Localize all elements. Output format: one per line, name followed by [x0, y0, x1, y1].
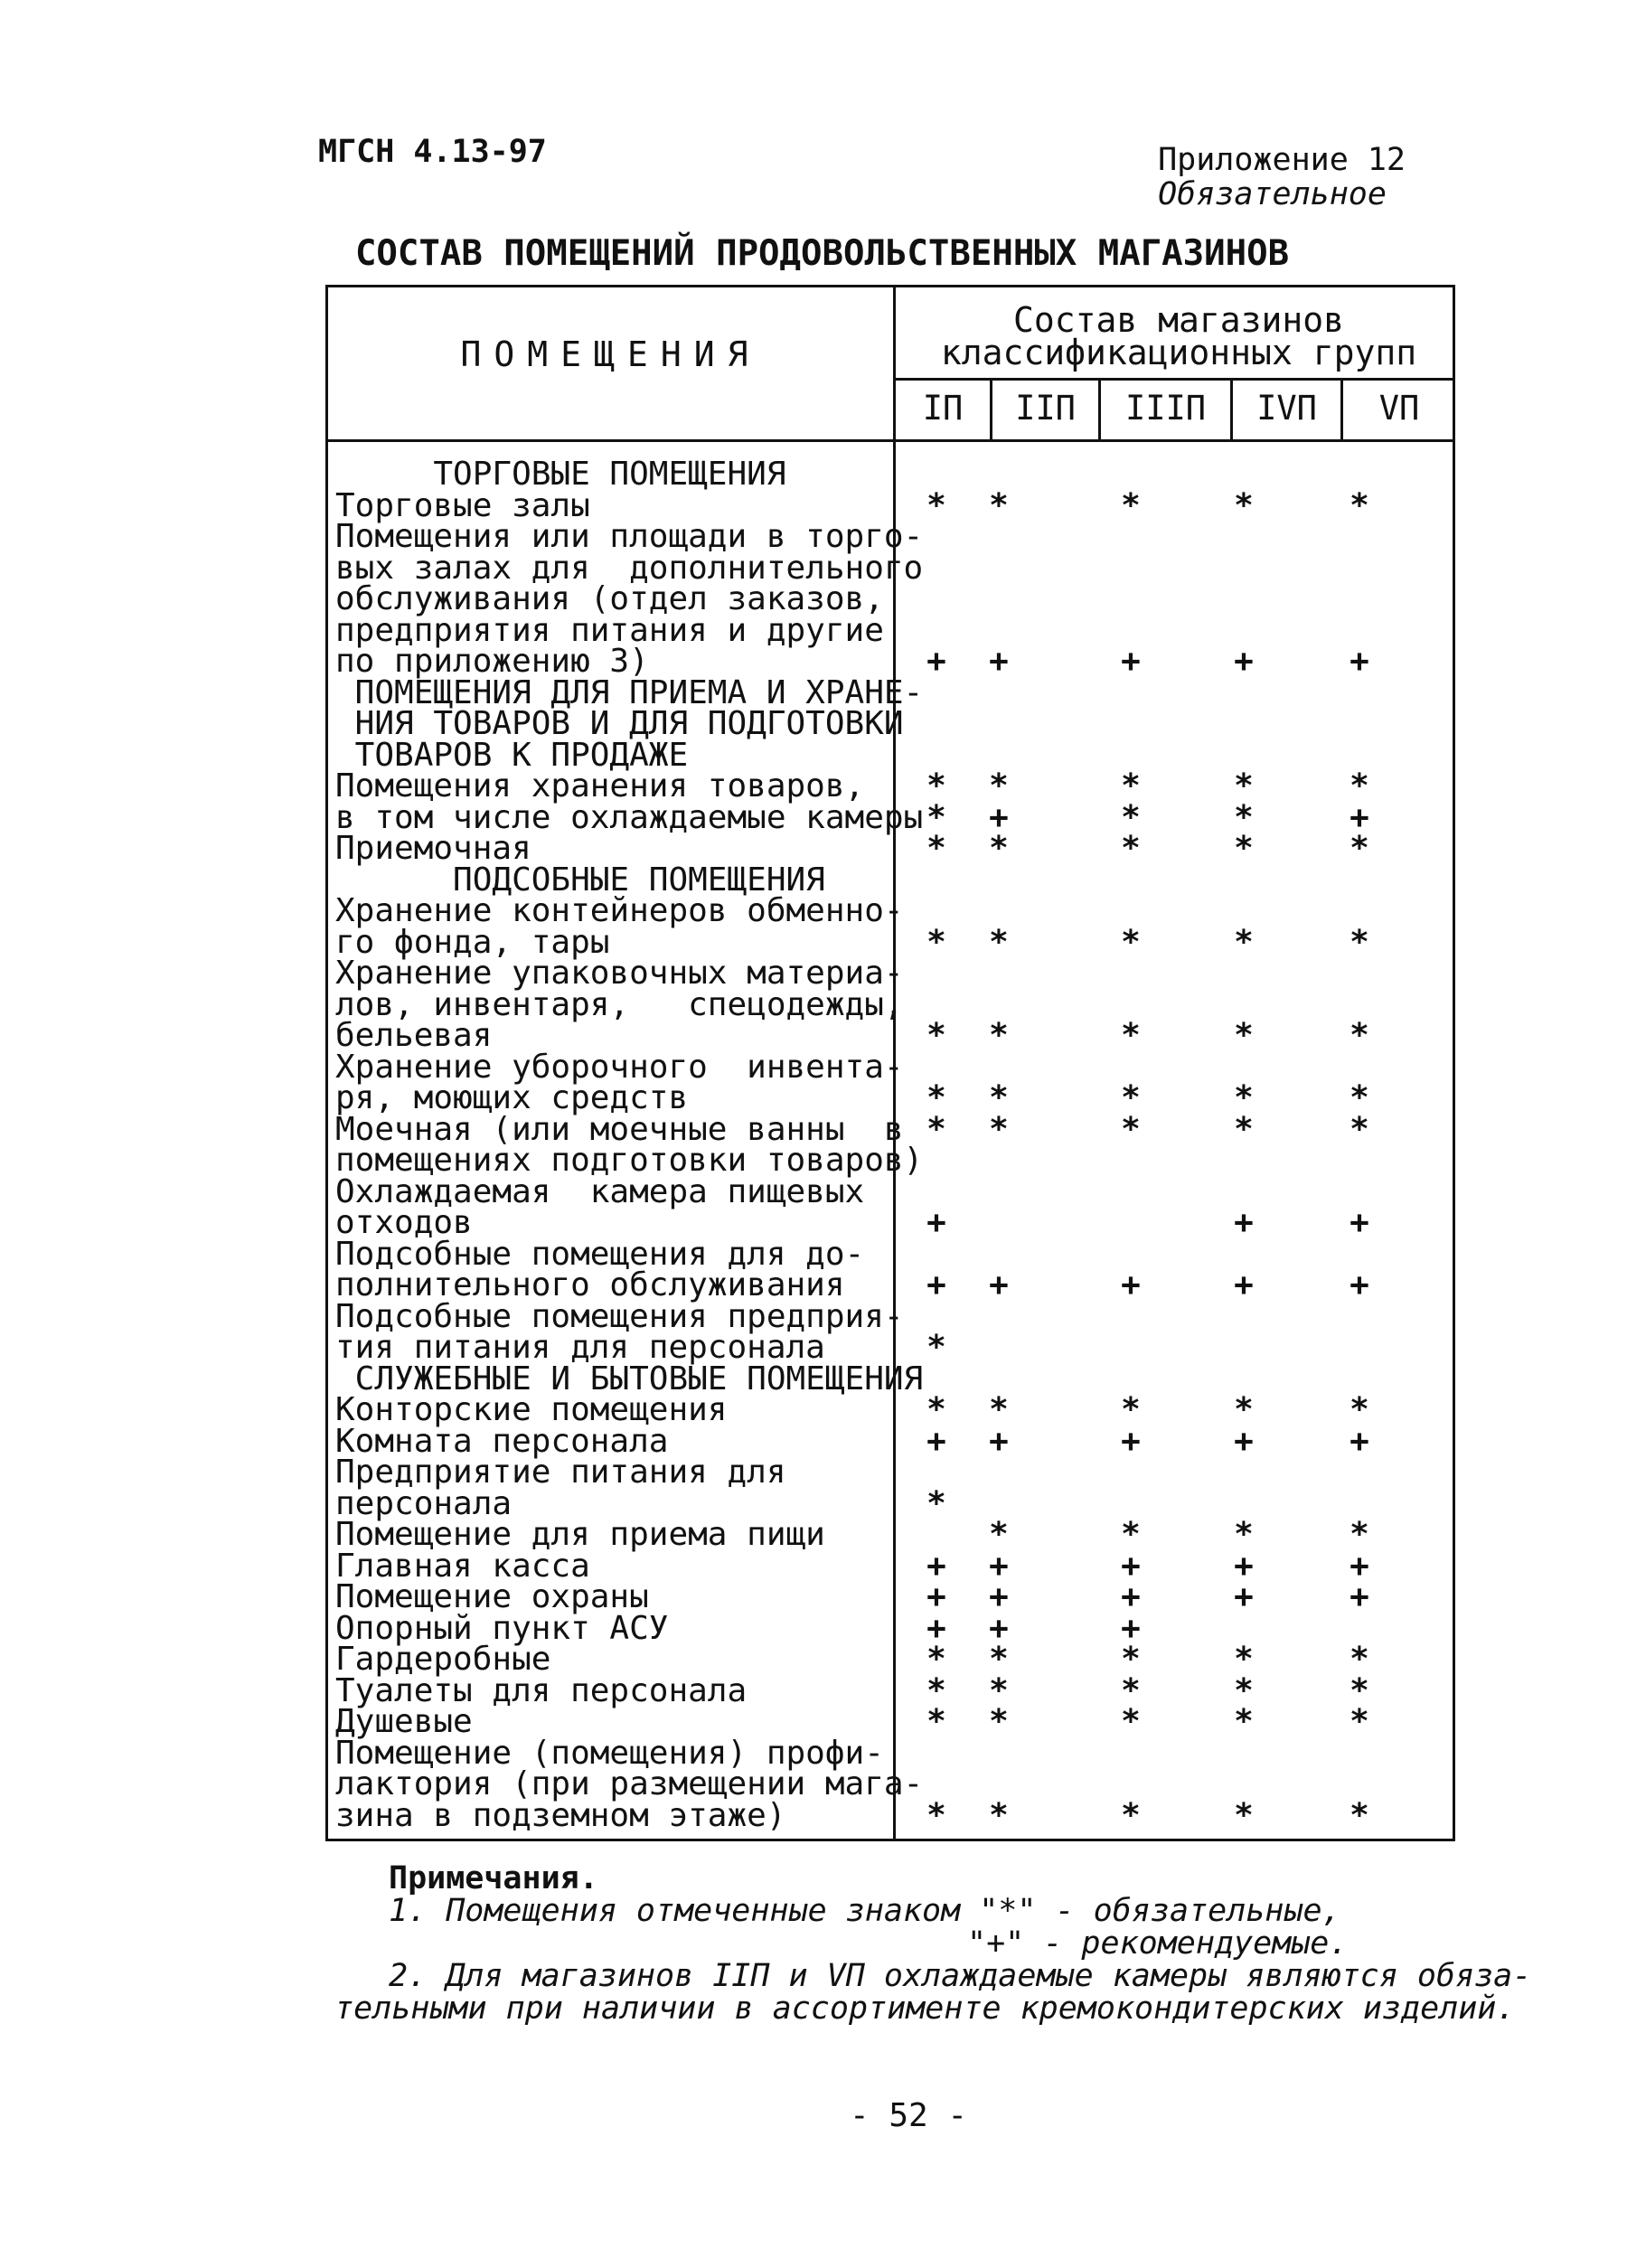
table-row: [335, 798, 1447, 836]
group-mark: +: [926, 1547, 946, 1585]
group-mark: *: [1350, 830, 1369, 867]
room-name: Конторские помещения: [335, 1391, 728, 1428]
group-mark: *: [1234, 923, 1254, 961]
group-mark: +: [926, 1204, 946, 1241]
table-row: [335, 1266, 1447, 1303]
room-name: помещениях подготовки товаров): [335, 1142, 924, 1179]
group-mark: *: [1234, 1671, 1254, 1709]
room-name: Помещения или площади в торго-: [335, 518, 924, 555]
group-mark: *: [1121, 1703, 1141, 1740]
group-mark: +: [1350, 1578, 1369, 1615]
table-row: [335, 1734, 1447, 1772]
room-name: в том числе охлаждаемые камеры: [335, 798, 924, 836]
group-mark: +: [926, 1609, 946, 1647]
group-mark: +: [1121, 643, 1141, 680]
group-mark: *: [1350, 1391, 1369, 1428]
group-mark: +: [1121, 1266, 1141, 1303]
page-number: - 52 -: [850, 2097, 968, 2134]
table-row: [335, 1578, 1447, 1615]
room-name: СЛУЖЕБНЫЕ И БЫТОВЫЕ ПОМЕЩЕНИЯ: [335, 1360, 924, 1398]
group-header-3: IIIП: [1124, 389, 1207, 428]
group-header-1: IП: [922, 389, 964, 428]
group-mark: +: [989, 1609, 1009, 1647]
room-name: ПОДСОБНЫЕ ПОМЕЩЕНИЯ: [335, 861, 825, 899]
group-mark: +: [1350, 1422, 1369, 1460]
group-mark: *: [989, 1796, 1009, 1834]
table-row: [335, 1391, 1447, 1428]
room-name: Подсобные помещения для до-: [335, 1235, 865, 1273]
group-mark: *: [1121, 1641, 1141, 1678]
room-name: Помещение (помещения) профи-: [335, 1734, 884, 1772]
room-name: Гардеробные: [335, 1641, 551, 1678]
room-name: Хранение контейнеров обменно-: [335, 892, 904, 929]
room-name: го фонда, тары: [335, 923, 610, 961]
room-name: отходов: [335, 1204, 473, 1241]
notes: [334, 1860, 1532, 2027]
group-mark: *: [1121, 1391, 1141, 1428]
group-mark: *: [1350, 486, 1369, 524]
table-row: [335, 1172, 1447, 1210]
room-name: ря, моющих средств: [335, 1079, 689, 1116]
group-mark: *: [1234, 798, 1254, 836]
group-mark: *: [1234, 1703, 1254, 1740]
appendix-label: [1158, 143, 1406, 212]
room-name: полнительного обслуживания: [335, 1266, 845, 1303]
table-row: [335, 1671, 1447, 1709]
table-row: [335, 580, 1447, 617]
room-name: НИЯ ТОВАРОВ И ДЛЯ ПОДГОТОВКИ: [335, 705, 904, 742]
group-mark: *: [926, 923, 946, 961]
room-name: лов, инвентаря, спецодежды,: [335, 985, 904, 1023]
table-row: [335, 1329, 1447, 1366]
table-row: [335, 1765, 1447, 1802]
group-header-5: VП: [1378, 389, 1420, 428]
group-mark: +: [926, 1422, 946, 1460]
group-mark: *: [1350, 1079, 1369, 1116]
table-row: [335, 705, 1447, 742]
group-mark: *: [926, 1391, 946, 1428]
page-title: СОСТАВ ПОМЕЩЕНИЙ ПРОДОВОЛЬСТВЕННЫХ МАГАЗИНОВ: [354, 233, 1290, 274]
group-mark: *: [1121, 798, 1141, 836]
room-name: вых залах для дополнительного: [335, 549, 924, 587]
table-row: [335, 486, 1447, 524]
room-name: Хранение уборочного инвента-: [335, 1048, 904, 1086]
group-mark: *: [1350, 1796, 1369, 1834]
table-row: [335, 1297, 1447, 1335]
group-mark: *: [1350, 1017, 1369, 1054]
room-name: ТОВАРОВ К ПРОДАЖЕ: [335, 736, 689, 774]
room-name: Приемочная: [335, 830, 531, 867]
group-mark: +: [1350, 643, 1369, 680]
group-mark: +: [1121, 1422, 1141, 1460]
table-row: [335, 1609, 1447, 1647]
group-mark: *: [1121, 486, 1141, 524]
group-mark: +: [1234, 1422, 1254, 1460]
table-row: [335, 1422, 1447, 1460]
group-mark: *: [1121, 767, 1141, 805]
table-row: [335, 1204, 1447, 1241]
room-name: Помещение охраны: [335, 1578, 649, 1615]
group-mark: +: [1234, 1578, 1254, 1615]
group-mark: +: [989, 798, 1009, 836]
room-name: обслуживания (отдел заказов,: [335, 580, 884, 617]
group-mark: +: [1121, 1578, 1141, 1615]
room-name: Помещения хранения товаров,: [335, 767, 865, 805]
table-row: [335, 611, 1447, 649]
group-mark: *: [989, 1641, 1009, 1678]
table-row: [335, 861, 1447, 899]
groups-column-header: [899, 300, 1458, 372]
groups-header-line2: классификационных групп: [940, 333, 1417, 372]
group-mark: +: [926, 643, 946, 680]
group-mark: *: [1121, 923, 1141, 961]
group-mark: *: [926, 1484, 946, 1522]
room-name: ПОМЕЩЕНИЯ ДЛЯ ПРИЕМА И ХРАНЕ-: [335, 673, 924, 711]
group-mark: *: [1350, 1516, 1369, 1553]
room-name: тия питания для персонала: [335, 1329, 825, 1366]
group-mark: +: [1121, 1609, 1141, 1647]
group-mark: *: [1234, 1391, 1254, 1428]
group-mark: *: [926, 1079, 946, 1116]
room-name: Главная касса: [335, 1547, 590, 1585]
group-mark: *: [989, 1703, 1009, 1740]
group-mark: *: [1234, 1017, 1254, 1054]
table-row: [335, 1142, 1447, 1179]
group-mark: *: [989, 1671, 1009, 1709]
group-mark: *: [926, 830, 946, 867]
room-name: Охлаждаемая камера пищевых: [335, 1172, 865, 1210]
table-row: [335, 892, 1447, 929]
group-mark: *: [989, 767, 1009, 805]
note-2-line2: тельными при наличии в ассортименте кремокондитерских изделий.: [334, 1990, 1516, 2027]
table-row: [335, 456, 1447, 493]
group-mark: *: [989, 830, 1009, 867]
table-row: [335, 518, 1447, 555]
group-mark: *: [1121, 830, 1141, 867]
group-mark: *: [926, 1017, 946, 1054]
group-mark: *: [1234, 1079, 1254, 1116]
table-row: [335, 1484, 1447, 1522]
group-mark: *: [1234, 1796, 1254, 1834]
group-mark: *: [989, 1516, 1009, 1553]
appendix-status: Обязательное: [1158, 176, 1387, 212]
table-row: [335, 1048, 1447, 1086]
group-mark: *: [1350, 1641, 1369, 1678]
group-mark: *: [1121, 1017, 1141, 1054]
group-mark: *: [926, 798, 946, 836]
group-mark: *: [989, 1017, 1009, 1054]
group-mark: *: [1121, 1516, 1141, 1553]
group-mark: *: [926, 1329, 946, 1366]
group-mark: *: [926, 1641, 946, 1678]
room-name: зина в подземном этаже): [335, 1796, 786, 1834]
table-row: [335, 923, 1447, 961]
group-mark: +: [1350, 1204, 1369, 1241]
room-name: Моечная (или моечные ванны в: [335, 1110, 904, 1148]
room-name: по приложению 3): [335, 643, 649, 680]
group-mark: *: [1234, 1641, 1254, 1678]
notes-heading: Примечания.: [389, 1860, 598, 1896]
table-row: [335, 1547, 1447, 1585]
group-mark: +: [1121, 1547, 1141, 1585]
table-row: [335, 1235, 1447, 1273]
table-row: [335, 673, 1447, 711]
appendix-number: Приложение 12: [1158, 142, 1406, 178]
table-row: [335, 1641, 1447, 1678]
group-mark: +: [1350, 1547, 1369, 1585]
room-name: Душевые: [335, 1703, 473, 1740]
room-name: персонала: [335, 1484, 513, 1522]
note-1-line1: 1. Помещения отмеченные знаком "*" - обязательные,: [389, 1893, 1341, 1929]
group-mark: *: [1234, 486, 1254, 524]
group-mark: *: [989, 1391, 1009, 1428]
table-row: [335, 736, 1447, 774]
table-row: [335, 1360, 1447, 1398]
table-row: [335, 1703, 1447, 1740]
group-mark: *: [989, 923, 1009, 961]
group-mark: *: [1234, 1110, 1254, 1148]
group-mark: *: [926, 1110, 946, 1148]
table-row: [335, 643, 1447, 680]
table-body: [335, 456, 1447, 1834]
table-row: [335, 1516, 1447, 1553]
table-row: [335, 1017, 1447, 1054]
table-row: [335, 767, 1447, 805]
table-row: [335, 955, 1447, 992]
group-mark: *: [1350, 1703, 1369, 1740]
group-mark: *: [1121, 1671, 1141, 1709]
table-row: [335, 1079, 1447, 1116]
note-1-line2: "+" - рекомендуемые.: [967, 1925, 1349, 1962]
groups-header-line1: Состав магазинов: [1012, 300, 1345, 340]
group-mark: *: [1350, 1110, 1369, 1148]
group-mark: +: [1350, 798, 1369, 836]
group-mark: +: [989, 1422, 1009, 1460]
group-mark: *: [1121, 1796, 1141, 1834]
group-mark: +: [989, 1547, 1009, 1585]
group-mark: *: [989, 1079, 1009, 1116]
group-mark: +: [1234, 1204, 1254, 1241]
group-mark: +: [989, 1266, 1009, 1303]
room-name: Опорный пункт АСУ: [335, 1609, 669, 1647]
group-mark: *: [1121, 1110, 1141, 1148]
group-mark: +: [926, 1578, 946, 1615]
room-name: Туалеты для персонала: [335, 1671, 748, 1709]
table-row: [335, 549, 1447, 587]
rooms-column-header: ПОМЕЩЕНИЯ: [460, 334, 761, 374]
document-code: МГСН 4.13-97: [318, 134, 547, 170]
group-mark: *: [989, 486, 1009, 524]
room-name: Подсобные помещения предприя-: [335, 1297, 904, 1335]
group-header-4: IVП: [1256, 389, 1317, 428]
room-name: предприятия питания и другие: [335, 611, 884, 649]
group-mark: *: [1121, 1079, 1141, 1116]
rooms-table: [325, 285, 1455, 1841]
group-mark: +: [926, 1266, 946, 1303]
group-mark: +: [1234, 643, 1254, 680]
group-mark: +: [989, 643, 1009, 680]
note-2-line1: 2. Для магазинов IIП и VП охлаждаемые камеры являются обяза-: [389, 1958, 1532, 1994]
group-mark: *: [1234, 1516, 1254, 1553]
table-row: [335, 1110, 1447, 1148]
room-name: лактория (при размещении мага-: [335, 1765, 924, 1802]
group-mark: +: [1350, 1266, 1369, 1303]
group-mark: +: [989, 1578, 1009, 1615]
group-mark: *: [1350, 923, 1369, 961]
header-divider: [893, 378, 1453, 381]
table-row: [335, 1454, 1447, 1491]
group-mark: +: [1234, 1547, 1254, 1585]
group-mark: *: [1234, 830, 1254, 867]
group-mark: *: [1350, 767, 1369, 805]
room-name: бельевая: [335, 1017, 493, 1054]
group-mark: *: [926, 1796, 946, 1834]
room-name: Торговые залы: [335, 486, 590, 524]
room-name: Комната персонала: [335, 1422, 669, 1460]
table-row: [335, 985, 1447, 1023]
room-name: Помещение для приема пищи: [335, 1516, 825, 1553]
group-mark: *: [926, 767, 946, 805]
group-mark: *: [926, 486, 946, 524]
group-mark: *: [1234, 767, 1254, 805]
room-name: ТОРГОВЫЕ ПОМЕЩЕНИЯ: [335, 456, 786, 493]
group-header-2: IIП: [1015, 389, 1076, 428]
room-name: Предприятие питания для: [335, 1454, 786, 1491]
group-mark: *: [926, 1703, 946, 1740]
group-mark: *: [926, 1671, 946, 1709]
room-name: Хранение упаковочных материа-: [335, 955, 904, 992]
group-mark: +: [1234, 1266, 1254, 1303]
group-mark: *: [1350, 1671, 1369, 1709]
header-bottom-line: [328, 439, 1453, 442]
table-row: [335, 1796, 1447, 1834]
group-mark: *: [989, 1110, 1009, 1148]
table-row: [335, 830, 1447, 867]
